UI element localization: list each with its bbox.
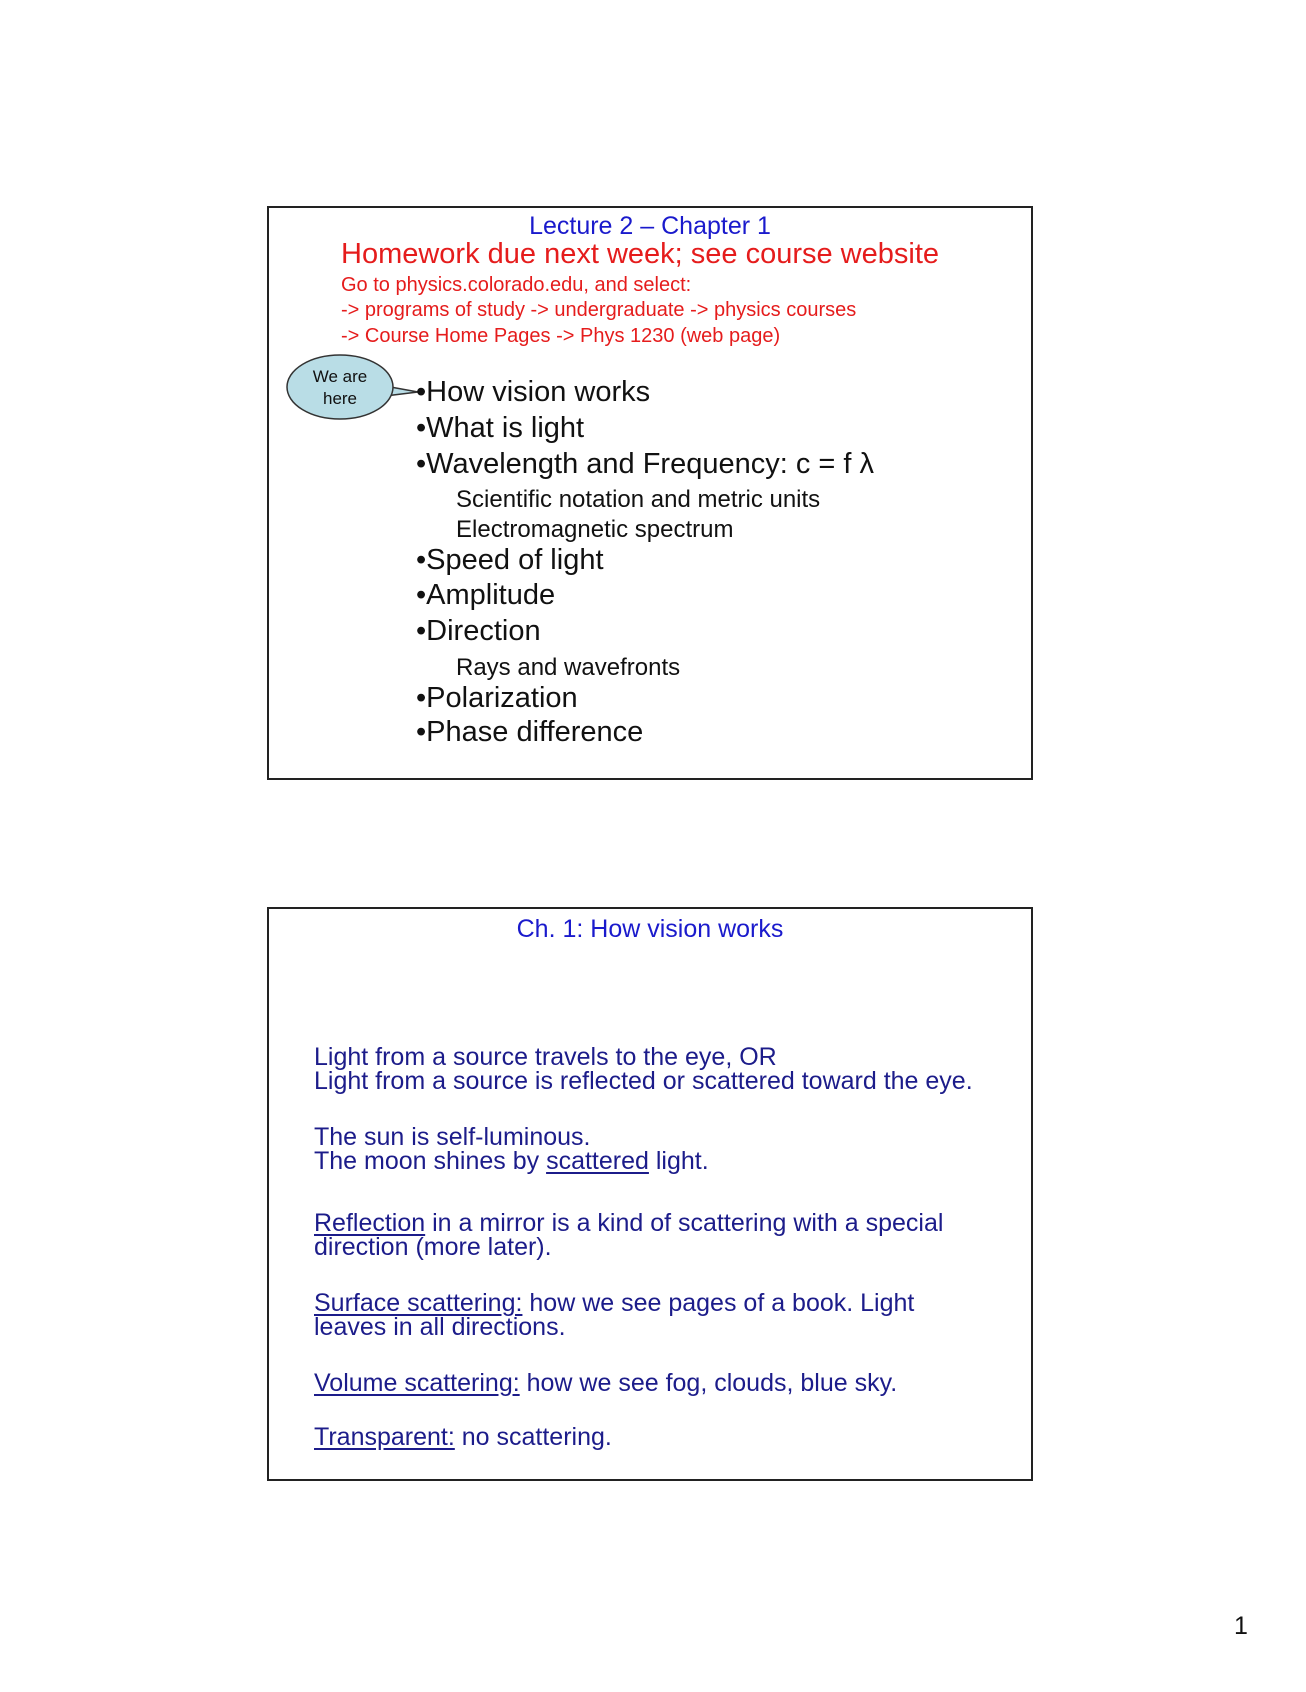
body-line	[314, 1149, 709, 1174]
topic-bullet: •What is light	[416, 412, 585, 444]
topic-bullet: •Amplitude	[416, 579, 556, 611]
term-transparent: Transparent:	[314, 1423, 455, 1451]
body-line: The sun is self-luminous.	[314, 1123, 591, 1151]
slide-lecture-overview	[267, 206, 1033, 780]
topic-bullet: •How vision works	[416, 376, 651, 408]
page-number: 1	[1234, 1612, 1248, 1640]
term-surface-scattering: Surface scattering:	[314, 1289, 523, 1317]
topic-bullet: •Phase difference	[416, 716, 644, 748]
callout-text: here	[322, 389, 358, 408]
term-volume-scattering: Volume scattering:	[314, 1369, 520, 1397]
body-text: light.	[648, 1147, 709, 1175]
topic-subitem: Electromagnetic spectrum	[456, 516, 734, 543]
slide-how-vision-works	[267, 907, 1033, 1481]
instruction-line: Go to physics.colorado.edu, and select:	[341, 274, 692, 296]
term-scattered: scattered	[546, 1147, 649, 1175]
body-line	[314, 1371, 897, 1396]
topic-subitem: Rays and wavefronts	[456, 654, 681, 681]
slide-title: Ch. 1: How vision works	[516, 915, 784, 943]
slide-title: Lecture 2 – Chapter 1	[529, 212, 771, 240]
instruction-line: -> programs of study -> undergraduate -> physics courses	[341, 299, 857, 321]
body-line: Light from a source travels to the eye, OR	[314, 1043, 777, 1071]
body-line: Light from a source is reflected or scattered toward the eye.	[314, 1067, 973, 1095]
we-are-here-callout	[285, 352, 425, 422]
topic-subitem: Scientific notation and metric units	[456, 486, 821, 513]
body-line: leaves in all directions.	[314, 1313, 566, 1341]
term-reflection: Reflection	[314, 1209, 426, 1237]
body-text: how we see pages of a book. Light	[522, 1289, 915, 1317]
topic-bullet: •Speed of light	[416, 544, 604, 576]
topic-bullet: •Wavelength and Frequency: c = f λ	[416, 448, 875, 480]
topic-bullet: •Direction	[416, 615, 541, 647]
callout-text: We are	[312, 367, 368, 386]
body-line	[314, 1425, 612, 1450]
body-text: in a mirror is a kind of scattering with a special	[425, 1209, 944, 1237]
body-text: how we see fog, clouds, blue sky.	[519, 1369, 898, 1397]
instruction-line: -> Course Home Pages -> Phys 1230 (web page)	[341, 325, 781, 347]
body-text: no scattering.	[454, 1423, 612, 1451]
topic-bullet: •Polarization	[416, 682, 578, 714]
homework-notice: Homework due next week; see course website	[341, 238, 940, 270]
body-text: The moon shines by	[314, 1147, 547, 1175]
body-line: direction (more later).	[314, 1233, 552, 1261]
